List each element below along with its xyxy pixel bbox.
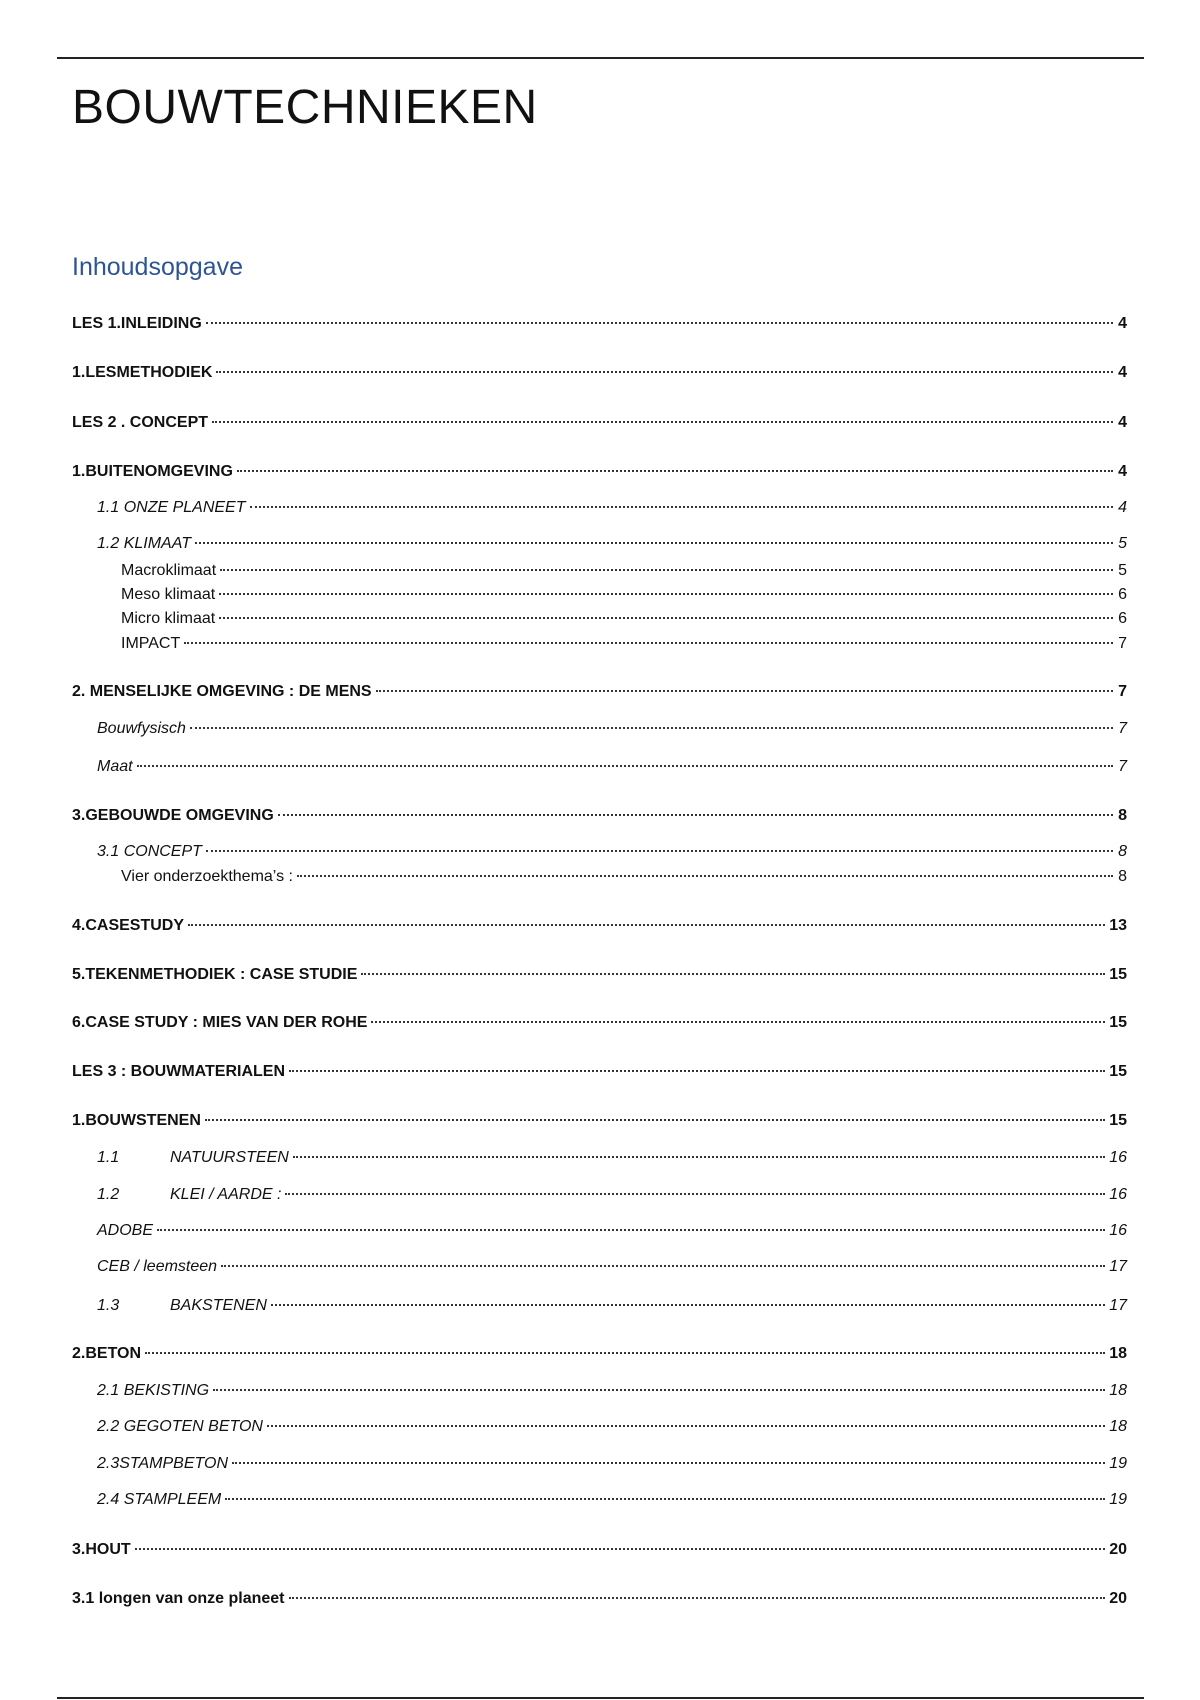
toc-entry-label: 3.HOUT: [72, 1541, 131, 1558]
toc-entry-label: Macroklimaat: [121, 562, 217, 579]
toc-dot-leader: [216, 371, 1113, 373]
toc-entry-page: 15: [1109, 1063, 1127, 1080]
toc-entry[interactable]: [97, 1488, 1127, 1512]
toc-entry-page: 4: [1118, 463, 1127, 480]
toc-entry[interactable]: [72, 1060, 1127, 1084]
toc-dot-leader: [190, 727, 1113, 729]
toc-entry-label: Meso klimaat: [121, 586, 216, 603]
toc-entry[interactable]: [97, 1183, 1127, 1207]
toc-entry-label: 6.CASE STUDY : MIES VAN DER ROHE: [72, 1014, 368, 1031]
toc-entry-page: 4: [1118, 499, 1127, 516]
document-title: BOUWTECHNIEKEN: [72, 81, 538, 134]
toc-entry-label: LES 2 . CONCEPT: [72, 414, 209, 431]
toc-entry[interactable]: [121, 559, 1127, 583]
toc-dot-leader: [278, 814, 1113, 816]
toc-dot-leader: [289, 1597, 1106, 1599]
toc-dot-leader: [225, 1498, 1105, 1500]
toc-dot-leader: [213, 1389, 1105, 1391]
toc-entry-page: 18: [1109, 1345, 1127, 1362]
toc-dot-leader: [237, 470, 1113, 472]
toc-entry-page: 5: [1118, 562, 1127, 579]
toc-entry-label: 2.3STAMPBETON: [97, 1455, 228, 1472]
toc-entry-page: 18: [1109, 1418, 1127, 1435]
toc-entry-page: 16: [1109, 1222, 1127, 1239]
toc-entry-page: 4: [1118, 414, 1127, 431]
toc-entry-page: 4: [1118, 364, 1127, 381]
toc-entry-page: 19: [1109, 1455, 1127, 1472]
toc-entry[interactable]: [97, 1294, 1127, 1318]
toc-entry-page: 19: [1109, 1491, 1127, 1508]
toc-entry[interactable]: [121, 583, 1127, 607]
toc-entry[interactable]: [72, 460, 1127, 484]
toc-entry-label: 1.LESMETHODIEK: [72, 364, 213, 381]
toc-entry[interactable]: [97, 1255, 1127, 1279]
toc-dot-leader: [188, 924, 1105, 926]
toc-entry[interactable]: [72, 1011, 1127, 1035]
toc-dot-leader: [371, 1021, 1105, 1023]
toc-entry-page: 7: [1118, 758, 1127, 775]
toc-entry-label: Vier onderzoekthema’s :: [121, 868, 293, 885]
toc-entry-label: 2.2 GEGOTEN BETON: [97, 1418, 263, 1435]
toc-entry[interactable]: [97, 717, 1127, 741]
toc-entry-page: 13: [1109, 917, 1127, 934]
toc-entry-page: 15: [1109, 1112, 1127, 1129]
toc-entry[interactable]: [97, 1452, 1127, 1476]
toc-entry-page: 15: [1109, 1014, 1127, 1031]
toc-dot-leader: [220, 569, 1113, 571]
toc-entry-number: 1.2: [97, 1186, 120, 1203]
toc-entry-page: 5: [1118, 535, 1127, 552]
toc-entry-label: 1.2 KLIMAAT: [97, 535, 191, 552]
toc-entry[interactable]: [97, 1379, 1127, 1403]
toc-entry-label: KLEI / AARDE :: [170, 1186, 282, 1203]
toc-entry[interactable]: [72, 1538, 1127, 1562]
toc-dot-leader: [137, 765, 1113, 767]
toc-dot-leader: [219, 617, 1113, 619]
toc-entry-page: 6: [1118, 586, 1127, 603]
toc-entry-page: 7: [1118, 683, 1127, 700]
toc-dot-leader: [232, 1462, 1105, 1464]
toc-entry-label: 2.1 BEKISTING: [97, 1382, 210, 1399]
toc-entry[interactable]: [97, 532, 1127, 556]
toc-entry-page: 18: [1109, 1382, 1127, 1399]
toc-dot-leader: [212, 421, 1113, 423]
toc-entry-label: Bouwfysisch: [97, 720, 186, 737]
toc-entry-label: 1.BUITENOMGEVING: [72, 463, 233, 480]
toc-entry-page: 6: [1118, 610, 1127, 627]
toc-entry-page: 4: [1118, 315, 1127, 332]
toc-entry-number: 1.3: [97, 1297, 120, 1314]
toc-entry[interactable]: [72, 804, 1127, 828]
toc-entry-label: LES 1.INLEIDING: [72, 315, 202, 332]
toc-dot-leader: [361, 973, 1105, 975]
toc-dot-leader: [135, 1548, 1106, 1550]
toc-entry[interactable]: [72, 361, 1127, 385]
toc-dot-leader: [157, 1229, 1105, 1231]
toc-entry[interactable]: [97, 1415, 1127, 1439]
toc-entry-label: NATUURSTEEN: [170, 1149, 289, 1166]
toc-entry-page: 8: [1118, 868, 1127, 885]
toc-dot-leader: [250, 506, 1114, 508]
toc-entry-label: 3.1 longen van onze planeet: [72, 1590, 285, 1607]
toc-dot-leader: [195, 542, 1113, 544]
toc-entry-label: CEB / leemsteen: [97, 1258, 218, 1275]
toc-entry[interactable]: [72, 963, 1127, 987]
toc-entry-page: 16: [1109, 1149, 1127, 1166]
toc-entry-page: 7: [1118, 720, 1127, 737]
toc-entry[interactable]: [121, 607, 1127, 631]
toc-entry[interactable]: [121, 632, 1127, 656]
toc-entry[interactable]: [97, 496, 1127, 520]
toc-entry-label: 2.BETON: [72, 1345, 142, 1362]
toc-dot-leader: [285, 1193, 1105, 1195]
toc-entry[interactable]: [72, 1587, 1127, 1611]
toc-entry-label: 3.1 CONCEPT: [97, 843, 202, 860]
toc-entry-page: 8: [1118, 807, 1127, 824]
toc-dot-leader: [376, 690, 1113, 692]
toc-entry-page: 17: [1109, 1258, 1127, 1275]
toc-entry-label: IMPACT: [121, 635, 181, 652]
toc-entry-label: 3.GEBOUWDE OMGEVING: [72, 807, 274, 824]
toc-entry[interactable]: [97, 1219, 1127, 1243]
toc-dot-leader: [145, 1352, 1105, 1354]
toc-entry-number: 1.1: [97, 1149, 120, 1166]
toc-entry[interactable]: [97, 755, 1127, 779]
toc-entry-label: Maat: [97, 758, 133, 775]
toc-entry-label: ADOBE: [97, 1222, 154, 1239]
toc-dot-leader: [184, 642, 1113, 644]
toc-dot-leader: [206, 850, 1113, 852]
toc-entry[interactable]: [72, 1109, 1127, 1133]
toc-entry-label: 2. MENSELIJKE OMGEVING : DE MENS: [72, 683, 372, 700]
toc-entry-page: 16: [1109, 1186, 1127, 1203]
toc-dot-leader: [271, 1304, 1105, 1306]
toc-entry[interactable]: [97, 1146, 1127, 1170]
toc-dot-leader: [205, 1119, 1105, 1121]
toc-entry[interactable]: [121, 865, 1127, 889]
toc-dot-leader: [221, 1265, 1105, 1267]
toc-entry[interactable]: [97, 840, 1127, 864]
toc-dot-leader: [206, 322, 1113, 324]
toc-dot-leader: [293, 1156, 1105, 1158]
toc-entry-page: 20: [1109, 1541, 1127, 1558]
toc-entry-label: 4.CASESTUDY: [72, 917, 185, 934]
toc-heading: Inhoudsopgave: [72, 253, 243, 281]
toc-entry-label: 2.4 STAMPLEEM: [97, 1491, 222, 1508]
toc-entry-label: 1.1 ONZE PLANEET: [97, 499, 246, 516]
toc-dot-leader: [289, 1070, 1105, 1072]
toc-dot-leader: [219, 593, 1113, 595]
toc-entry-label: 1.BOUWSTENEN: [72, 1112, 201, 1129]
toc-entry-page: 8: [1118, 843, 1127, 860]
toc-entry-label: Micro klimaat: [121, 610, 216, 627]
toc-entry-label: 5.TEKENMETHODIEK : CASE STUDIE: [72, 966, 358, 983]
toc-entry-page: 20: [1109, 1590, 1127, 1607]
toc-entry[interactable]: [72, 914, 1127, 938]
footer-rule: [57, 1697, 1144, 1699]
toc-entry[interactable]: [72, 312, 1127, 336]
toc-entry-label: BAKSTENEN: [170, 1297, 267, 1314]
toc-entry-page: 7: [1118, 635, 1127, 652]
toc-entry[interactable]: [72, 680, 1127, 704]
toc-entry-page: 15: [1109, 966, 1127, 983]
toc-entry-label: LES 3 : BOUWMATERIALEN: [72, 1063, 286, 1080]
toc-entry[interactable]: [72, 411, 1127, 435]
toc-entry[interactable]: [72, 1342, 1127, 1366]
toc-entry-page: 17: [1109, 1297, 1127, 1314]
toc-dot-leader: [267, 1425, 1105, 1427]
toc-dot-leader: [297, 875, 1113, 877]
